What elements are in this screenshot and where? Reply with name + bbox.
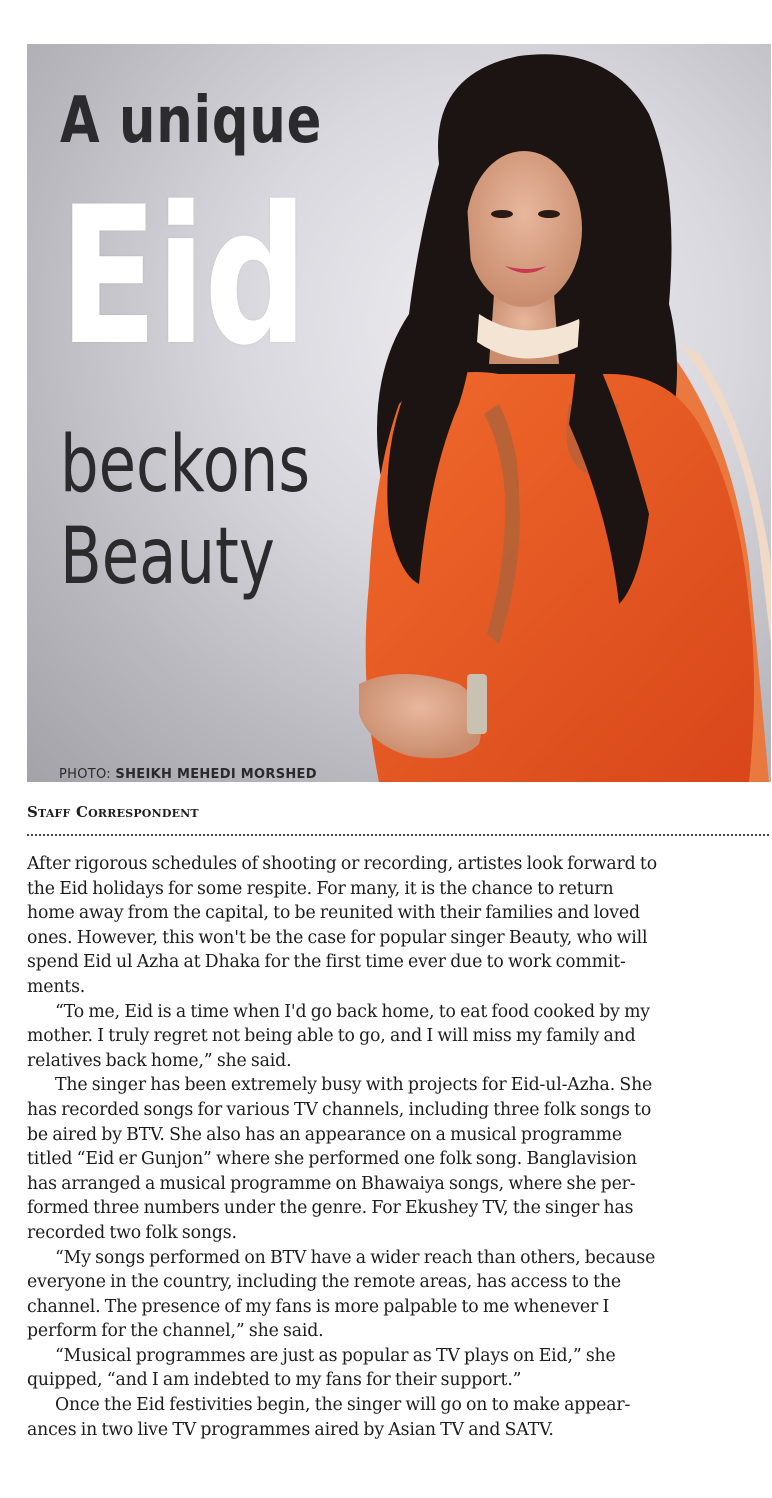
photo-credit [59, 767, 317, 782]
headline-line-3: beckons [60, 420, 311, 510]
paragraph-4-line-4: perform for the channel,” she said. [27, 1321, 324, 1342]
paragraph-1-line-1: After rigorous schedules of shooting or recording, artistes look forward to [27, 854, 657, 874]
article-paragraph-5 [27, 1344, 772, 1393]
article-paragraph-3 [27, 1073, 772, 1245]
paragraph-4-line-1: “My songs performed on BTV have a wider reach than others, because [55, 1247, 656, 1268]
article-paragraph-1 [27, 852, 772, 1000]
paragraph-3-line-5: has arranged a musical programme on Bhawaiya songs, where she per- [27, 1173, 636, 1194]
paragraph-3-line-4: titled “Eid er Gunjon” where she performed one folk song. Banglavision [27, 1149, 637, 1170]
paragraph-3-line-2: has recorded songs for various TV channels, including three folk songs to [27, 1099, 652, 1120]
paragraph-1-line-5: spend Eid ul Azha at Dhaka for the first time ever due to work commit- [27, 952, 626, 973]
hero-photo [27, 44, 771, 782]
dotted-divider [27, 834, 769, 836]
article-paragraph-6 [27, 1393, 772, 1442]
paragraph-3-line-1: The singer has been extremely busy with projects for Eid-ul-Azha. She [55, 1075, 653, 1096]
article-body [27, 852, 772, 1442]
photo-credit-name: SHEIKH MEHEDI MORSHED [115, 767, 317, 782]
paragraph-6-line-1: Once the Eid festivities begin, the singer will go on to make appear- [55, 1395, 631, 1416]
headline [27, 44, 367, 664]
paragraph-1-line-2: the Eid holidays for some respite. For many, it is the chance to return [27, 878, 614, 899]
paragraph-3-line-6: formed three numbers under the genre. For Ekushey TV, the singer has [27, 1198, 634, 1219]
paragraph-5-line-2: quipped, “and I am indebted to my fans for their support.” [27, 1370, 522, 1391]
photo-credit-label: PHOTO: [59, 767, 111, 782]
headline-line-2: Eid [59, 166, 306, 387]
paragraph-2-line-1: “To me, Eid is a time when I'd go back home, to eat food cooked by my [55, 1001, 650, 1022]
paragraph-1-line-3: home away from the capital, to be reunited with their families and loved [27, 903, 640, 924]
paragraph-1-line-4: ones. However, this won't be the case for popular singer Beauty, who will [27, 927, 648, 948]
article-paragraph-4 [27, 1246, 772, 1344]
article-paragraph-2 [27, 1000, 772, 1074]
singer-portrait-illustration [319, 44, 771, 782]
paragraph-3-line-7: recorded two folk songs. [27, 1222, 237, 1243]
headline-line-4: Beauty [60, 512, 275, 602]
paragraph-3-line-3: be aired by BTV. She also has an appearance on a musical programme [27, 1124, 622, 1145]
headline-line-1: A unique [60, 84, 323, 158]
paragraph-4-line-2: everyone in the country, including the remote areas, has access to the [27, 1272, 621, 1293]
paragraph-2-line-2: mother. I truly regret not being able to go, and I will miss my family and [27, 1026, 636, 1047]
paragraph-5-line-1: “Musical programmes are just as popular as TV plays on Eid,” she [55, 1345, 616, 1366]
paragraph-2-line-3: relatives back home,” she said. [27, 1050, 292, 1071]
paragraph-1-line-6: ments. [27, 976, 86, 997]
paragraph-6-line-2: ances in two live TV programmes aired by Asian TV and SATV. [27, 1419, 554, 1440]
byline: Staff Correspondent [27, 803, 199, 821]
paragraph-4-line-3: channel. The presence of my fans is more palpable to me whenever I [27, 1296, 610, 1317]
